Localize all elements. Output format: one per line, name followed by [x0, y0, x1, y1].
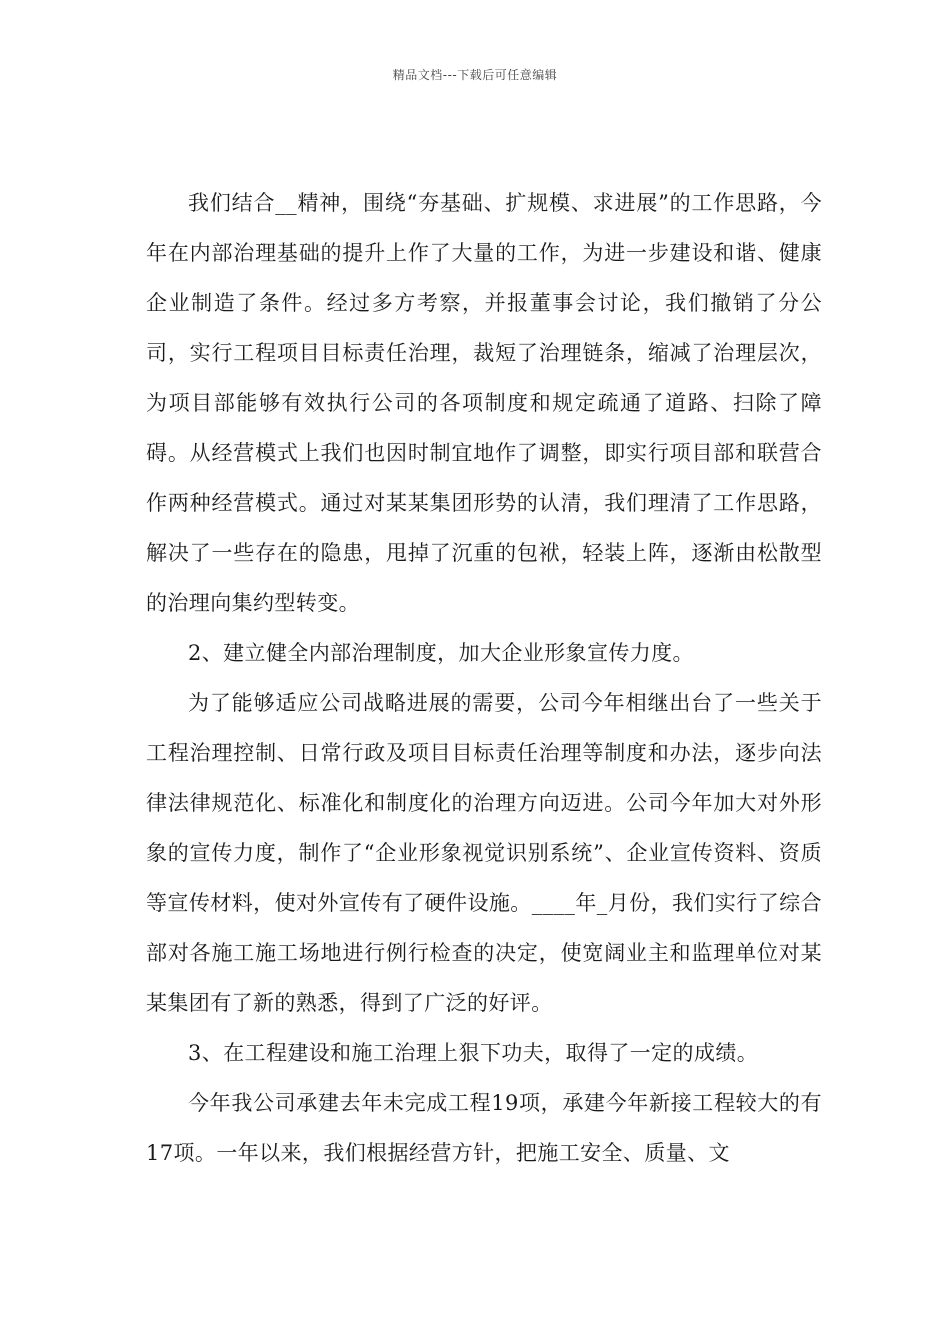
section-heading: 2、建立健全内部治理制度，加大企业形象宣传力度。 — [188, 641, 694, 665]
section-heading: 3、在工程建设和施工治理上狠下功夫，取得了一定的成绩。 — [188, 1041, 759, 1065]
paragraph: 我们结合__精神，围绕“夯基础、扩规模、求进展”的工作思路，今年在内部治理基础的提升上作了大量的工作，为进一步建设和谐、健康企业制造了条件。经过多方考察，并报董事会讨论，我们撤销了分公司，实行工程项目目标责任治理，裁短了治理链条，缩减了治理层次，为项目部能够有效执行公司的各项制度和规定疏通了道路、扫除了障碍。从经营模式上我们也因时制宜地作了调整，即实行项目部和联营合作两种经营模式。通过对某某集团形势的认清，我们理清了工作思路，解决了一些存在的隐患，甩掉了沉重的包袱，轻装上阵，逐渐由松散型的治理向集约型转变。 — [146, 191, 822, 615]
paragraph: 为了能够适应公司战略进展的需要，公司今年相继出台了一些关于工程治理控制、日常行政及项目目标责任治理等制度和办法，逐步向法律法律规范化、标准化和制度化的治理方向迈进。公司今年加大对外形象的宣传力度，制作了“企业形象视觉识别系统”、企业宣传资料、资质等宣传材料，使对外宣传有了硬件设施。____年_月份，我们实行了综合部对各施工施工场地进行例行检查的决定，使宽阔业主和监理单位对某某集团有了新的熟悉，得到了广泛的好评。 — [146, 691, 822, 1015]
document-body — [146, 178, 822, 1178]
paragraph: 今年我公司承建去年未完成工程19项，承建今年新接工程较大的有17项。一年以来，我们根据经营方针，把施工安全、质量、文 — [146, 1091, 822, 1165]
page-header: 精品文档---下载后可任意编辑 — [392, 68, 558, 82]
